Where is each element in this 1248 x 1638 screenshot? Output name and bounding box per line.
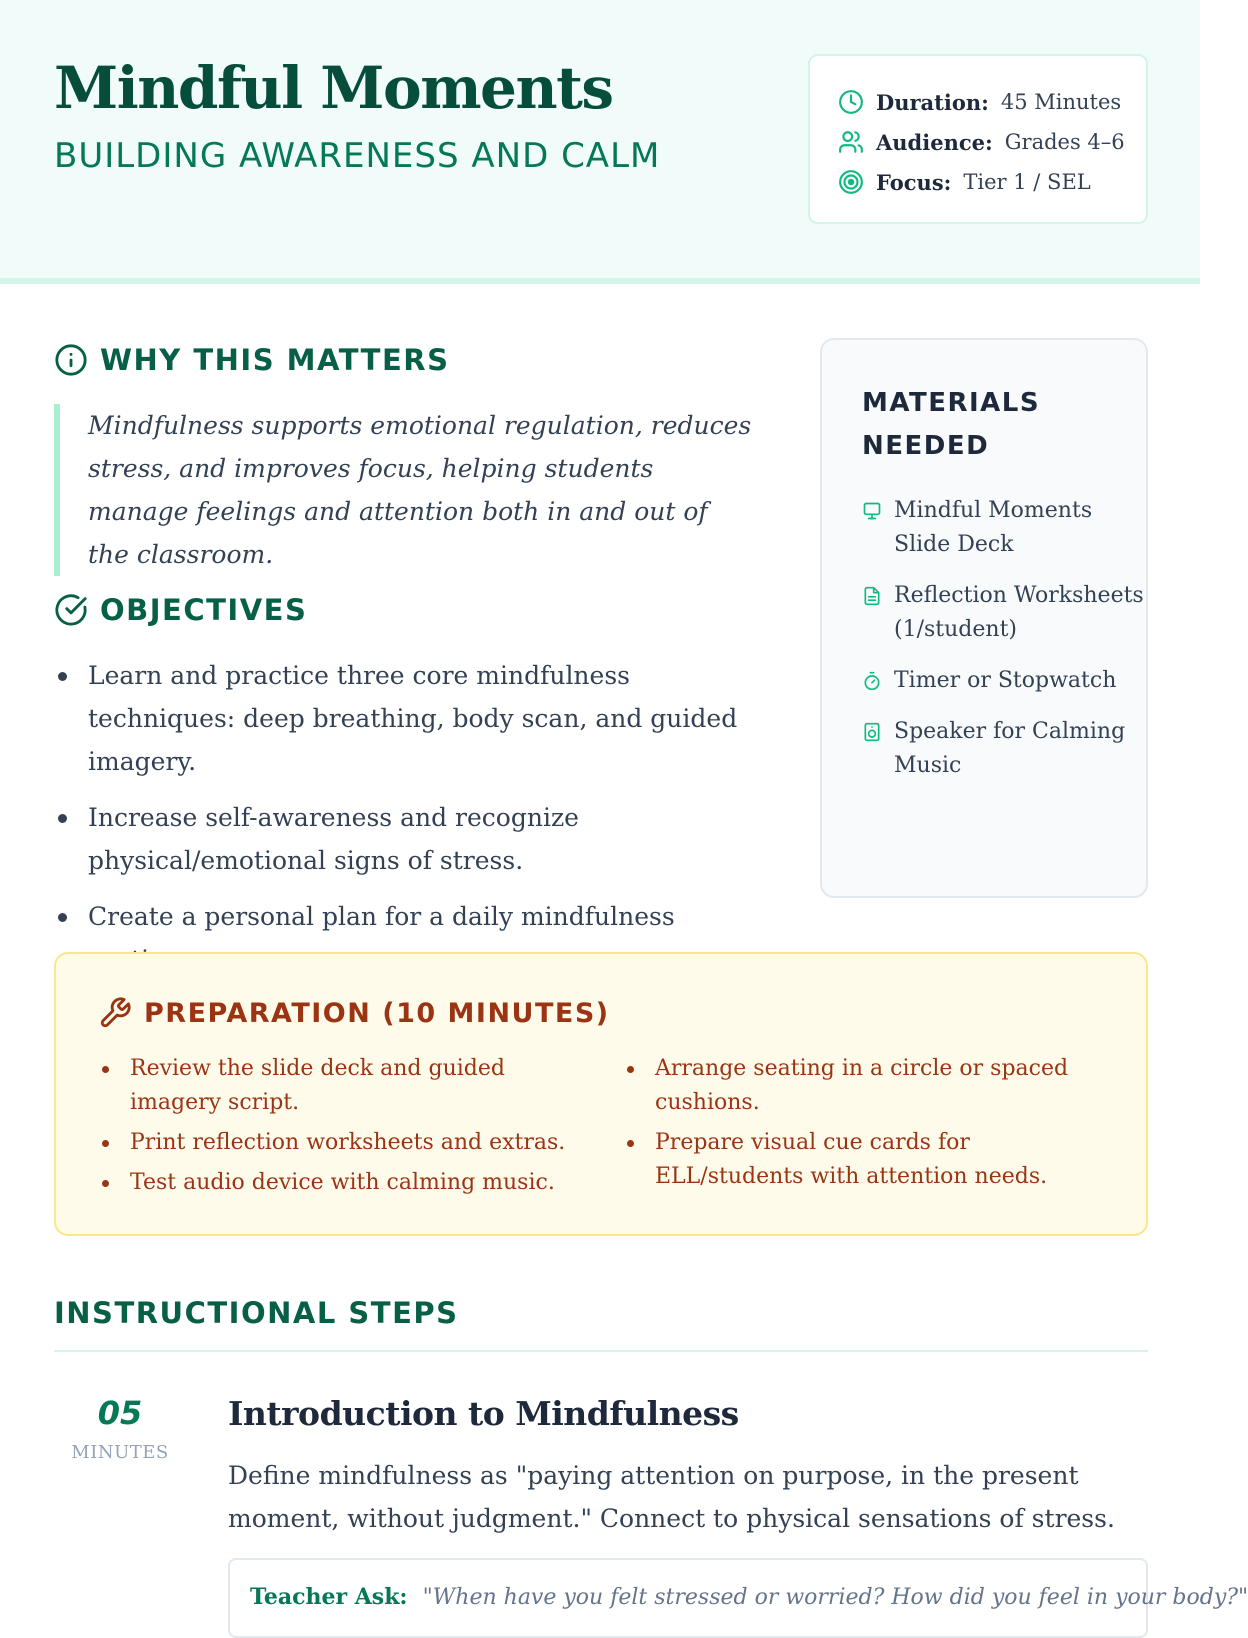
teacher-ask-box xyxy=(228,1558,1248,1638)
steps-heading: INSTRUCTIONAL STEPS xyxy=(54,1296,459,1330)
step-title: Introduction to Mindfulness xyxy=(228,1394,739,1433)
why-heading-text: WHY THIS MATTERS xyxy=(100,343,450,377)
preparation-heading xyxy=(98,996,610,1030)
info-icon xyxy=(54,343,88,377)
teacher-ask-label: Teacher Ask: xyxy=(250,1584,408,1610)
preparation-list-right xyxy=(623,1052,1093,1200)
step-minutes-unit: MINUTES xyxy=(71,1442,169,1463)
speaker-icon xyxy=(862,722,882,742)
material-label: Speaker for Calming Music xyxy=(894,719,1126,778)
step-minutes: 05 xyxy=(97,1394,143,1432)
material-label: Mindful Moments Slide Deck xyxy=(894,498,1093,557)
material-item xyxy=(862,715,1146,783)
meta-value: Grades 4–6 xyxy=(1004,130,1125,154)
list-item: Print reflection worksheets and extras. xyxy=(98,1126,568,1160)
materials-card xyxy=(820,338,1148,898)
meta-value: Tier 1 / SEL xyxy=(963,170,1091,194)
teacher-ask-text: "When have you felt stressed or worried? How did you feel in your body?" xyxy=(422,1585,1248,1610)
document-icon xyxy=(862,586,882,606)
material-item xyxy=(862,579,1146,647)
preparation-heading-text: PREPARATION (10 MINUTES) xyxy=(144,997,610,1029)
meta-audience xyxy=(838,122,1146,162)
meta-label: Audience: xyxy=(876,129,993,155)
target-icon xyxy=(838,169,864,195)
material-label: Reflection Worksheets (1/student) xyxy=(894,583,1144,642)
preparation-list-left xyxy=(98,1052,568,1206)
materials-heading: MATERIALS NEEDED xyxy=(862,388,1041,461)
list-item: Arrange seating in a circle or spaced cushions. xyxy=(623,1052,1093,1120)
list-item: Prepare visual cue cards for ELL/students with attention needs. xyxy=(623,1126,1093,1194)
page-subtitle: BUILDING AWARENESS AND CALM xyxy=(54,136,661,176)
material-label: Timer or Stopwatch xyxy=(894,668,1117,693)
wrench-icon xyxy=(98,996,132,1030)
users-icon xyxy=(838,129,864,155)
material-item xyxy=(862,664,1146,698)
list-item: Learn and practice three core mindfulness techniques: deep breathing, body scan, and guided imagery. xyxy=(54,654,774,783)
meta-label: Focus: xyxy=(876,169,952,195)
lesson-meta-card xyxy=(808,54,1148,224)
material-item xyxy=(862,494,1146,562)
presentation-icon xyxy=(862,501,882,521)
why-heading xyxy=(54,343,450,377)
timer-icon xyxy=(862,671,882,691)
divider xyxy=(54,1350,1148,1352)
list-item: Create a personal plan for a daily mindfulness xyxy=(54,895,774,981)
clock-icon xyxy=(838,89,864,115)
why-quote: Mindfulness supports emotional regulation, reduces stress, and improves focus, helping students manage feelings and attention both in and out of the classroom. xyxy=(54,404,754,576)
page-title: Mindful Moments xyxy=(54,54,613,122)
meta-label: Duration: xyxy=(876,89,989,115)
preparation-card xyxy=(54,952,1148,1236)
objectives-list xyxy=(54,654,774,994)
list-item: Review the slide deck and guided imagery script. xyxy=(98,1052,568,1120)
meta-focus xyxy=(838,162,1146,202)
materials-list xyxy=(862,494,1146,783)
meta-value: 45 Minutes xyxy=(1000,90,1122,114)
meta-duration xyxy=(838,82,1146,122)
step-description: Define mindfulness as "paying attention on purpose, in the present moment, without judgment." Connect to physical sensations of stress. xyxy=(228,1461,1115,1533)
objectives-heading-text: OBJECTIVES xyxy=(100,593,308,627)
list-item: Test audio device with calming music. xyxy=(98,1166,568,1200)
check-circle-icon xyxy=(54,593,88,627)
list-item: Increase self-awareness and recognize physical/emotional signs of stress. xyxy=(54,796,774,882)
header xyxy=(0,0,1200,284)
objectives-heading xyxy=(54,593,307,627)
